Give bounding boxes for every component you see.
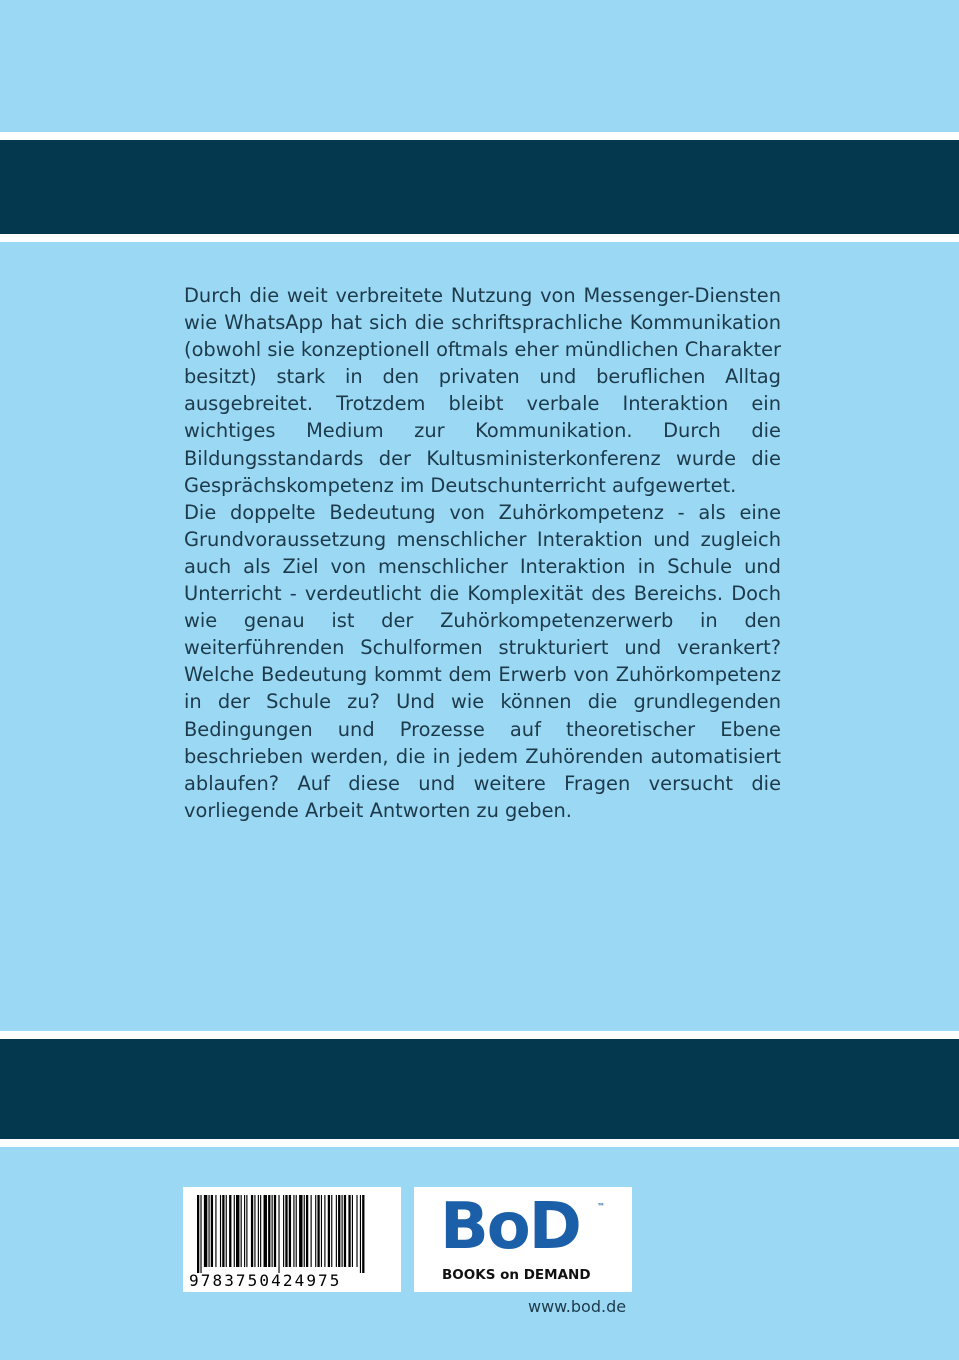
barcode-bar	[222, 1195, 224, 1267]
barcode-bar	[328, 1195, 330, 1267]
barcode-bar	[264, 1195, 267, 1267]
barcode-bar	[362, 1195, 364, 1273]
barcode-bar	[229, 1195, 231, 1267]
barcode-bar	[197, 1195, 199, 1273]
barcode-bar	[348, 1195, 350, 1267]
barcode-bar	[293, 1195, 294, 1267]
blurb-paragraph-1: Durch die weit verbreitete Nutzung von Messenger-Diensten wie WhatsApp hat sich die schriftsprachliche Kommunikation (obwohl sie konzeptionell oftmals eher mündlichen Charakter besitzt) stark in den privaten und beruflichen Alltag ausgebreitet. Trotzdem bleibt verbale Interaktion ein wichtiges Medium zur Kommunikation. Durch die Bildungsstandards der Kultusministerkonferenz wurde die Gesprächskompetenz im Deutschunterricht aufgewertet.	[184, 284, 781, 497]
barcode-bar	[331, 1195, 332, 1267]
barcode	[183, 1187, 401, 1292]
barcode-bar	[278, 1195, 279, 1273]
barcode-bar	[336, 1195, 337, 1267]
barcode-bar	[215, 1195, 216, 1267]
bottom-decorative-band	[0, 1031, 959, 1147]
barcode-bar	[299, 1195, 302, 1267]
barcode-bar	[274, 1195, 276, 1267]
barcode-bar	[342, 1195, 343, 1267]
barcode-bar	[251, 1195, 253, 1267]
blurb-paragraph-2: Die doppelte Bedeutung von Zuhörkompetenz - als eine Grundvoraussetzung menschlicher Interaktion und zugleich auch als Ziel von menschlicher Interaktion in Schule und Unterricht - verdeutlicht die Komplexität des Bereichs. Doch wie genau ist der Zuhörkompetenzerwerb in den weiterführenden Schulformen strukturiert und verankert? Welche Bedeutung kommt dem Erwerb von Zuhörkompetenz in der Schule zu? Und wie können die grundlegenden Bedingungen und Prozesse auf theoretischer Ebene beschrieben werden, die in jedem Zuhörenden automatisiert ablaufen? Auf diese und weitere Fragen versucht die vorliegende Arbeit Antworten zu geben.	[184, 500, 781, 822]
barcode-bar	[306, 1195, 308, 1267]
barcode-bar	[324, 1195, 325, 1267]
barcode-bar	[283, 1195, 284, 1267]
barcode-bar	[220, 1195, 221, 1267]
barcode-bar	[246, 1195, 247, 1267]
barcode-bar	[315, 1195, 316, 1267]
barcode-bar	[285, 1195, 287, 1267]
barcode-bar	[311, 1195, 312, 1267]
barcode-bar	[360, 1195, 361, 1273]
barcode-bar	[272, 1195, 273, 1267]
barcode-bar	[317, 1195, 319, 1267]
barcode-bar	[352, 1195, 353, 1267]
barcode-bar	[356, 1195, 357, 1267]
barcode-bar	[236, 1195, 239, 1267]
back-cover-blurb	[184, 282, 781, 824]
barcode-bar	[226, 1195, 227, 1267]
barcode-bar	[260, 1195, 261, 1267]
barcode-bar	[338, 1195, 340, 1267]
barcode-bar	[268, 1195, 270, 1267]
barcode-bar	[204, 1195, 207, 1267]
logo-tagline: BOOKS on DEMAND	[442, 1267, 591, 1283]
barcode-bar	[200, 1195, 201, 1273]
trademark-symbol: ™	[597, 1202, 605, 1211]
barcode-bar	[241, 1195, 242, 1267]
barcode-bar	[211, 1195, 213, 1267]
bod-logo-mark: BoD	[440, 1190, 580, 1264]
barcode-bar	[344, 1195, 346, 1267]
publisher-website: www.bod.de	[528, 1297, 627, 1316]
top-decorative-band	[0, 132, 959, 242]
barcode-bar	[244, 1195, 245, 1267]
barcode-bar	[208, 1195, 209, 1267]
barcode-bar	[258, 1195, 259, 1267]
barcode-bar	[289, 1195, 291, 1267]
barcode-bar	[254, 1195, 255, 1267]
barcode-bar	[234, 1195, 235, 1267]
isbn-number: 9783750424975	[189, 1271, 342, 1290]
barcode-bar	[304, 1195, 305, 1267]
barcode-bar	[321, 1195, 322, 1267]
publisher-logo	[414, 1187, 632, 1292]
barcode-bar	[296, 1195, 297, 1267]
